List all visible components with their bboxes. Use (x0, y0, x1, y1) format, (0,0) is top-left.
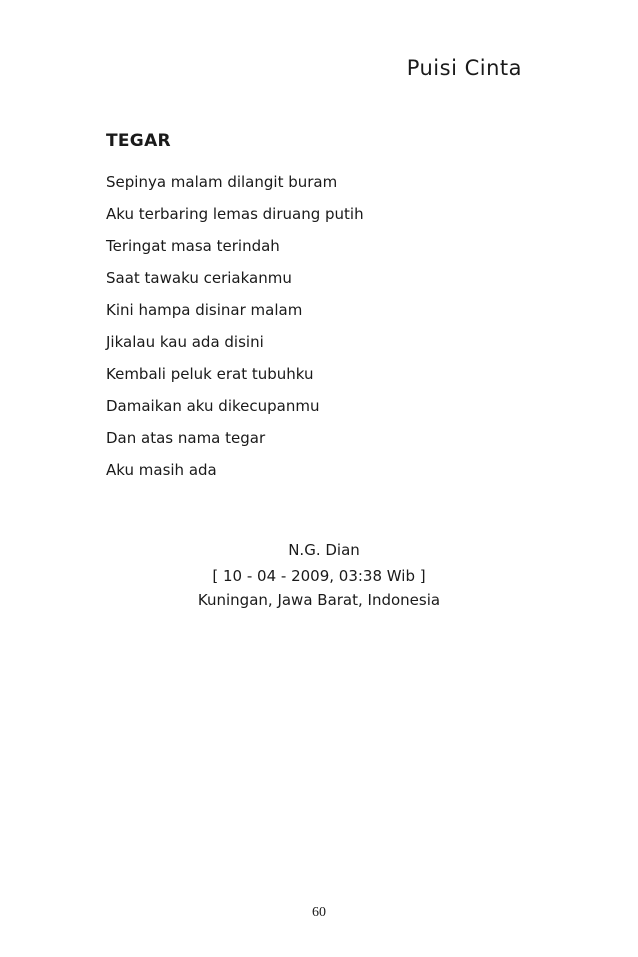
poem-line: Aku masih ada (106, 461, 217, 479)
poem-title: TEGAR (106, 131, 171, 151)
running-header-title: Puisi Cinta (406, 56, 522, 80)
poem-line: Dan atas nama tegar (106, 429, 266, 447)
poem-line: Kembali peluk erat tubuhku (106, 365, 314, 383)
signature-block (0, 538, 638, 612)
poem-line: Damaikan aku dikecupanmu (106, 397, 320, 415)
poem-line: Teringat masa terindah (106, 237, 280, 255)
written-date: [ 10 - 04 - 2009, 03:38 Wib ] (212, 567, 426, 585)
poem-line: Kini hampa disinar malam (106, 301, 303, 319)
poem-line: Aku terbaring lemas diruang putih (106, 205, 364, 223)
poem-line: Sepinya malam dilangit buram (106, 173, 338, 191)
author-name: N.G. Dian (288, 541, 360, 559)
poem-lines (106, 171, 546, 491)
poem-line: Saat tawaku ceriakanmu (106, 269, 292, 287)
poem (106, 131, 546, 491)
written-location: Kuningan, Jawa Barat, Indonesia (197, 591, 441, 609)
page-number: 60 (312, 905, 326, 920)
poem-line: Jikalau kau ada disini (106, 333, 264, 351)
